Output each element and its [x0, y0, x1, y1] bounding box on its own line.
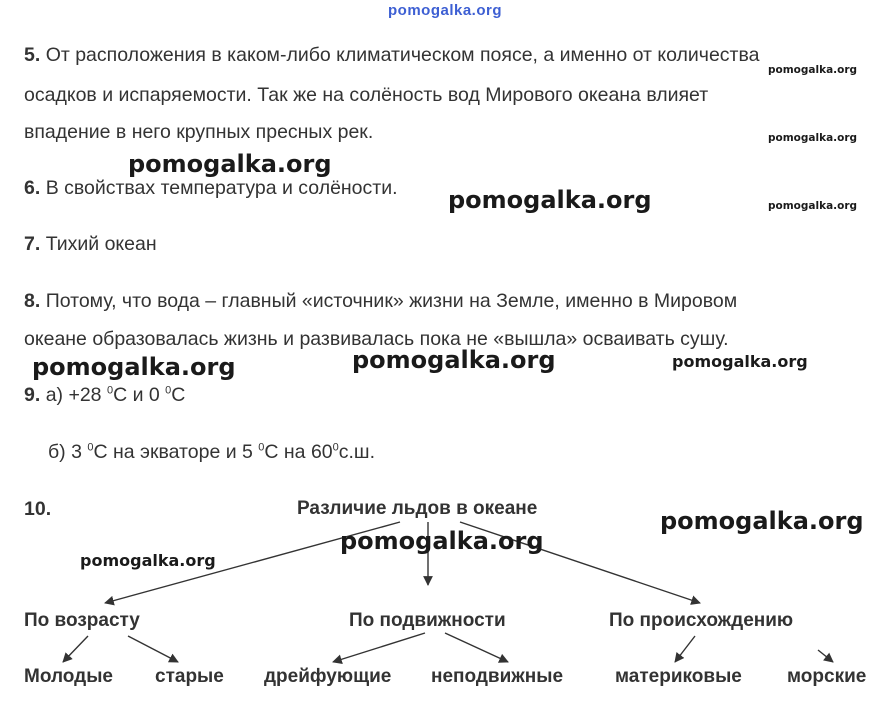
arrow-origin-to-marine: [818, 650, 833, 662]
answer-9-a-text-3: С: [171, 384, 186, 406]
watermark: pomogalka.org: [672, 352, 808, 371]
degree-mark: 0: [87, 441, 94, 454]
answer-9-b-text: б) 3: [48, 441, 88, 463]
arrow-origin-to-continental: [675, 636, 695, 662]
watermark: pomogalka.org: [768, 64, 858, 76]
category-by-mobility: По подвижности: [349, 610, 506, 631]
answer-8-number: 8.: [24, 290, 41, 312]
degree-mark: 0: [106, 384, 114, 397]
answer-7-number: 7.: [24, 233, 41, 255]
answer-9-a-text-2: С и 0: [113, 384, 166, 406]
answer-6-number: 6.: [24, 177, 41, 199]
arrow-age-to-old: [128, 636, 178, 662]
arrow-age-to-young: [63, 636, 88, 662]
leaf-fixed: неподвижные: [431, 666, 564, 687]
diagram-root: Различие льдов в океане: [297, 498, 538, 519]
answer-5-line-3: впадение в него крупных пресных рек.: [24, 121, 374, 143]
degree-mark: 0: [165, 384, 172, 397]
watermark: pomogalka.org: [768, 132, 858, 144]
answer-5-number: 5.: [24, 44, 41, 66]
answer-5-line-2: осадков и испаряемости. Так же на солёность вод Мирового океана влияет: [24, 84, 709, 106]
leaf-continental: материковые: [615, 666, 742, 687]
category-by-age: По возрасту: [24, 610, 140, 631]
site-header[interactable]: pomogalka.org: [388, 2, 503, 19]
leaf-old: старые: [155, 666, 224, 687]
watermark: pomogalka.org: [128, 150, 332, 178]
watermark: pomogalka.org: [352, 346, 556, 374]
watermark: pomogalka.org: [660, 507, 864, 535]
watermark: pomogalka.org: [32, 353, 236, 381]
arrow-mobility-to-fixed: [445, 633, 508, 662]
degree-mark: 0: [258, 441, 265, 454]
answer-9-a-text: а) +28: [45, 384, 107, 406]
watermark: pomogalka.org: [768, 200, 858, 212]
answer-8-line-2: океане образовалась жизнь и развивалась пока не «вышла» осваивать сушу.: [24, 328, 729, 350]
category-by-origin: По происхождению: [609, 610, 794, 631]
leaf-marine: морские: [787, 666, 867, 687]
arrow-mobility-to-drifting: [333, 633, 425, 662]
leaf-young: Молодые: [24, 666, 113, 687]
answer-8-text-1: Потому, что вода – главный «источник» жизни на Земле, именно в Мировом: [45, 290, 738, 312]
watermark: pomogalka.org: [448, 186, 652, 214]
answer-9-number: 9.: [24, 384, 41, 406]
watermark: pomogalka.org: [80, 551, 216, 570]
leaf-drifting: дрейфующие: [264, 666, 392, 687]
degree-mark: 0: [332, 441, 339, 454]
answer-9-b-text-3: С на 60: [264, 441, 333, 463]
answer-9-b-text-4: с.ш.: [338, 441, 375, 463]
answer-9-b-text-2: С на экваторе и 5: [93, 441, 259, 463]
answer-7-text: Тихий океан: [45, 233, 157, 255]
answer-5-text-1: От расположения в каком-либо климатическом поясе, а именно от количества: [45, 44, 760, 66]
answer-10-number: 10.: [24, 498, 52, 520]
answer-6-text: В свойствах температура и солёности.: [45, 177, 398, 199]
watermark: pomogalka.org: [340, 527, 544, 555]
